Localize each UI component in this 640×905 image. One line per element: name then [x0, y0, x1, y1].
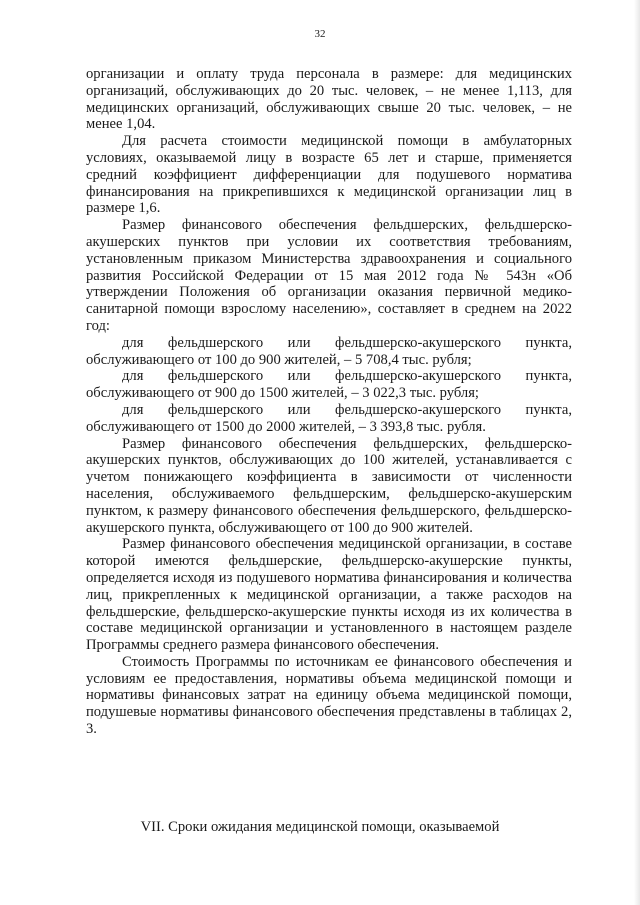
- paragraph-program-cost: Стоимость Программы по источникам ее финансового обеспечения и условиям ее предоставления, нормативы объема медицинской помощи и нормативы финансовых затрат на единицу объема медицинской помощи, подушевые нормативы финансового обеспечения представлены в таблицах 2, 3.: [86, 653, 572, 738]
- document-body: [86, 66, 572, 738]
- list-item-900-1500: для фельдшерского или фельдшерско-акушерского пункта, обслуживающего от 900 до 1500 жителей, – 3 022,3 тыс. рубля;: [86, 368, 572, 402]
- list-item-1500-2000: для фельдшерского или фельдшерско-акушерского пункта, обслуживающего от 1500 до 2000 жителей, – 3 393,8 тыс. рубля.: [86, 401, 572, 435]
- list-item-100-900: для фельдшерского или фельдшерско-акушерского пункта, обслуживающего от 100 до 900 жителей, – 5 708,4 тыс. рубля;: [86, 334, 572, 368]
- paragraph-elderly-coefficient: Для расчета стоимости медицинской помощи в амбулаторных условиях, оказываемой лицу в возрасте 65 лет и старше, применяется средний коэффициент дифференциации для подушевого норматива финансирования на прикрепившихся к медицинской организации лиц в размере 1,6.: [86, 133, 572, 217]
- paragraph-organization-funding: Размер финансового обеспечения медицинской организации, в составе которой имеются фельдшерские, фельдшерско-акушерские пункты, определяется исходя из подушевого норматива финансирования и количества лиц, прикрепленных к медицинской организации, а также расходов на фельдшерские, фельдшерско-акушерские пункты исходя из их количества в составе медицинской организации и установленного в настоящем разделе Программы среднего размера финансового обеспечения.: [86, 536, 572, 654]
- page-number: 32: [314, 28, 326, 40]
- paragraph-feldsher-funding: Размер финансового обеспечения фельдшерских, фельдшерско-акушерских пунктов при условии их соответствия требованиям, установленным приказом Министерства здравоохранения и социального развития Российской Федерации от 15 мая 2012 года № 543н «Об утверждении Положения об организации оказания первичной медико-санитарной помощи взрослому населению», составляет в среднем на 2022 год:: [86, 217, 572, 334]
- paragraph-payroll-coefficients: организации и оплату труда персонала в размере: для медицинских организаций, обслуживающих до 20 тыс. человек, – не менее 1,113, для медицинских организаций, обслуживающих свыше 20 тыс. человек, – не менее 1,04.: [86, 66, 572, 133]
- page-edge-shadow: [634, 0, 640, 905]
- section-heading: VII. Сроки ожидания медицинской помощи, оказываемой: [140, 819, 500, 835]
- paragraph-small-points-coefficient: Размер финансового обеспечения фельдшерских, фельдшерско-акушерских пунктов, обслуживающих до 100 жителей, устанавливается с учетом понижающего коэффициента в зависимости от численности населения, обслуживаемого фельдшерским, фельдшерско-акушерским пунктом, к размеру финансового обеспечения фельдшерского, фельдшерско-акушерского пункта, обслуживающего от 100 до 900 жителей.: [86, 435, 572, 536]
